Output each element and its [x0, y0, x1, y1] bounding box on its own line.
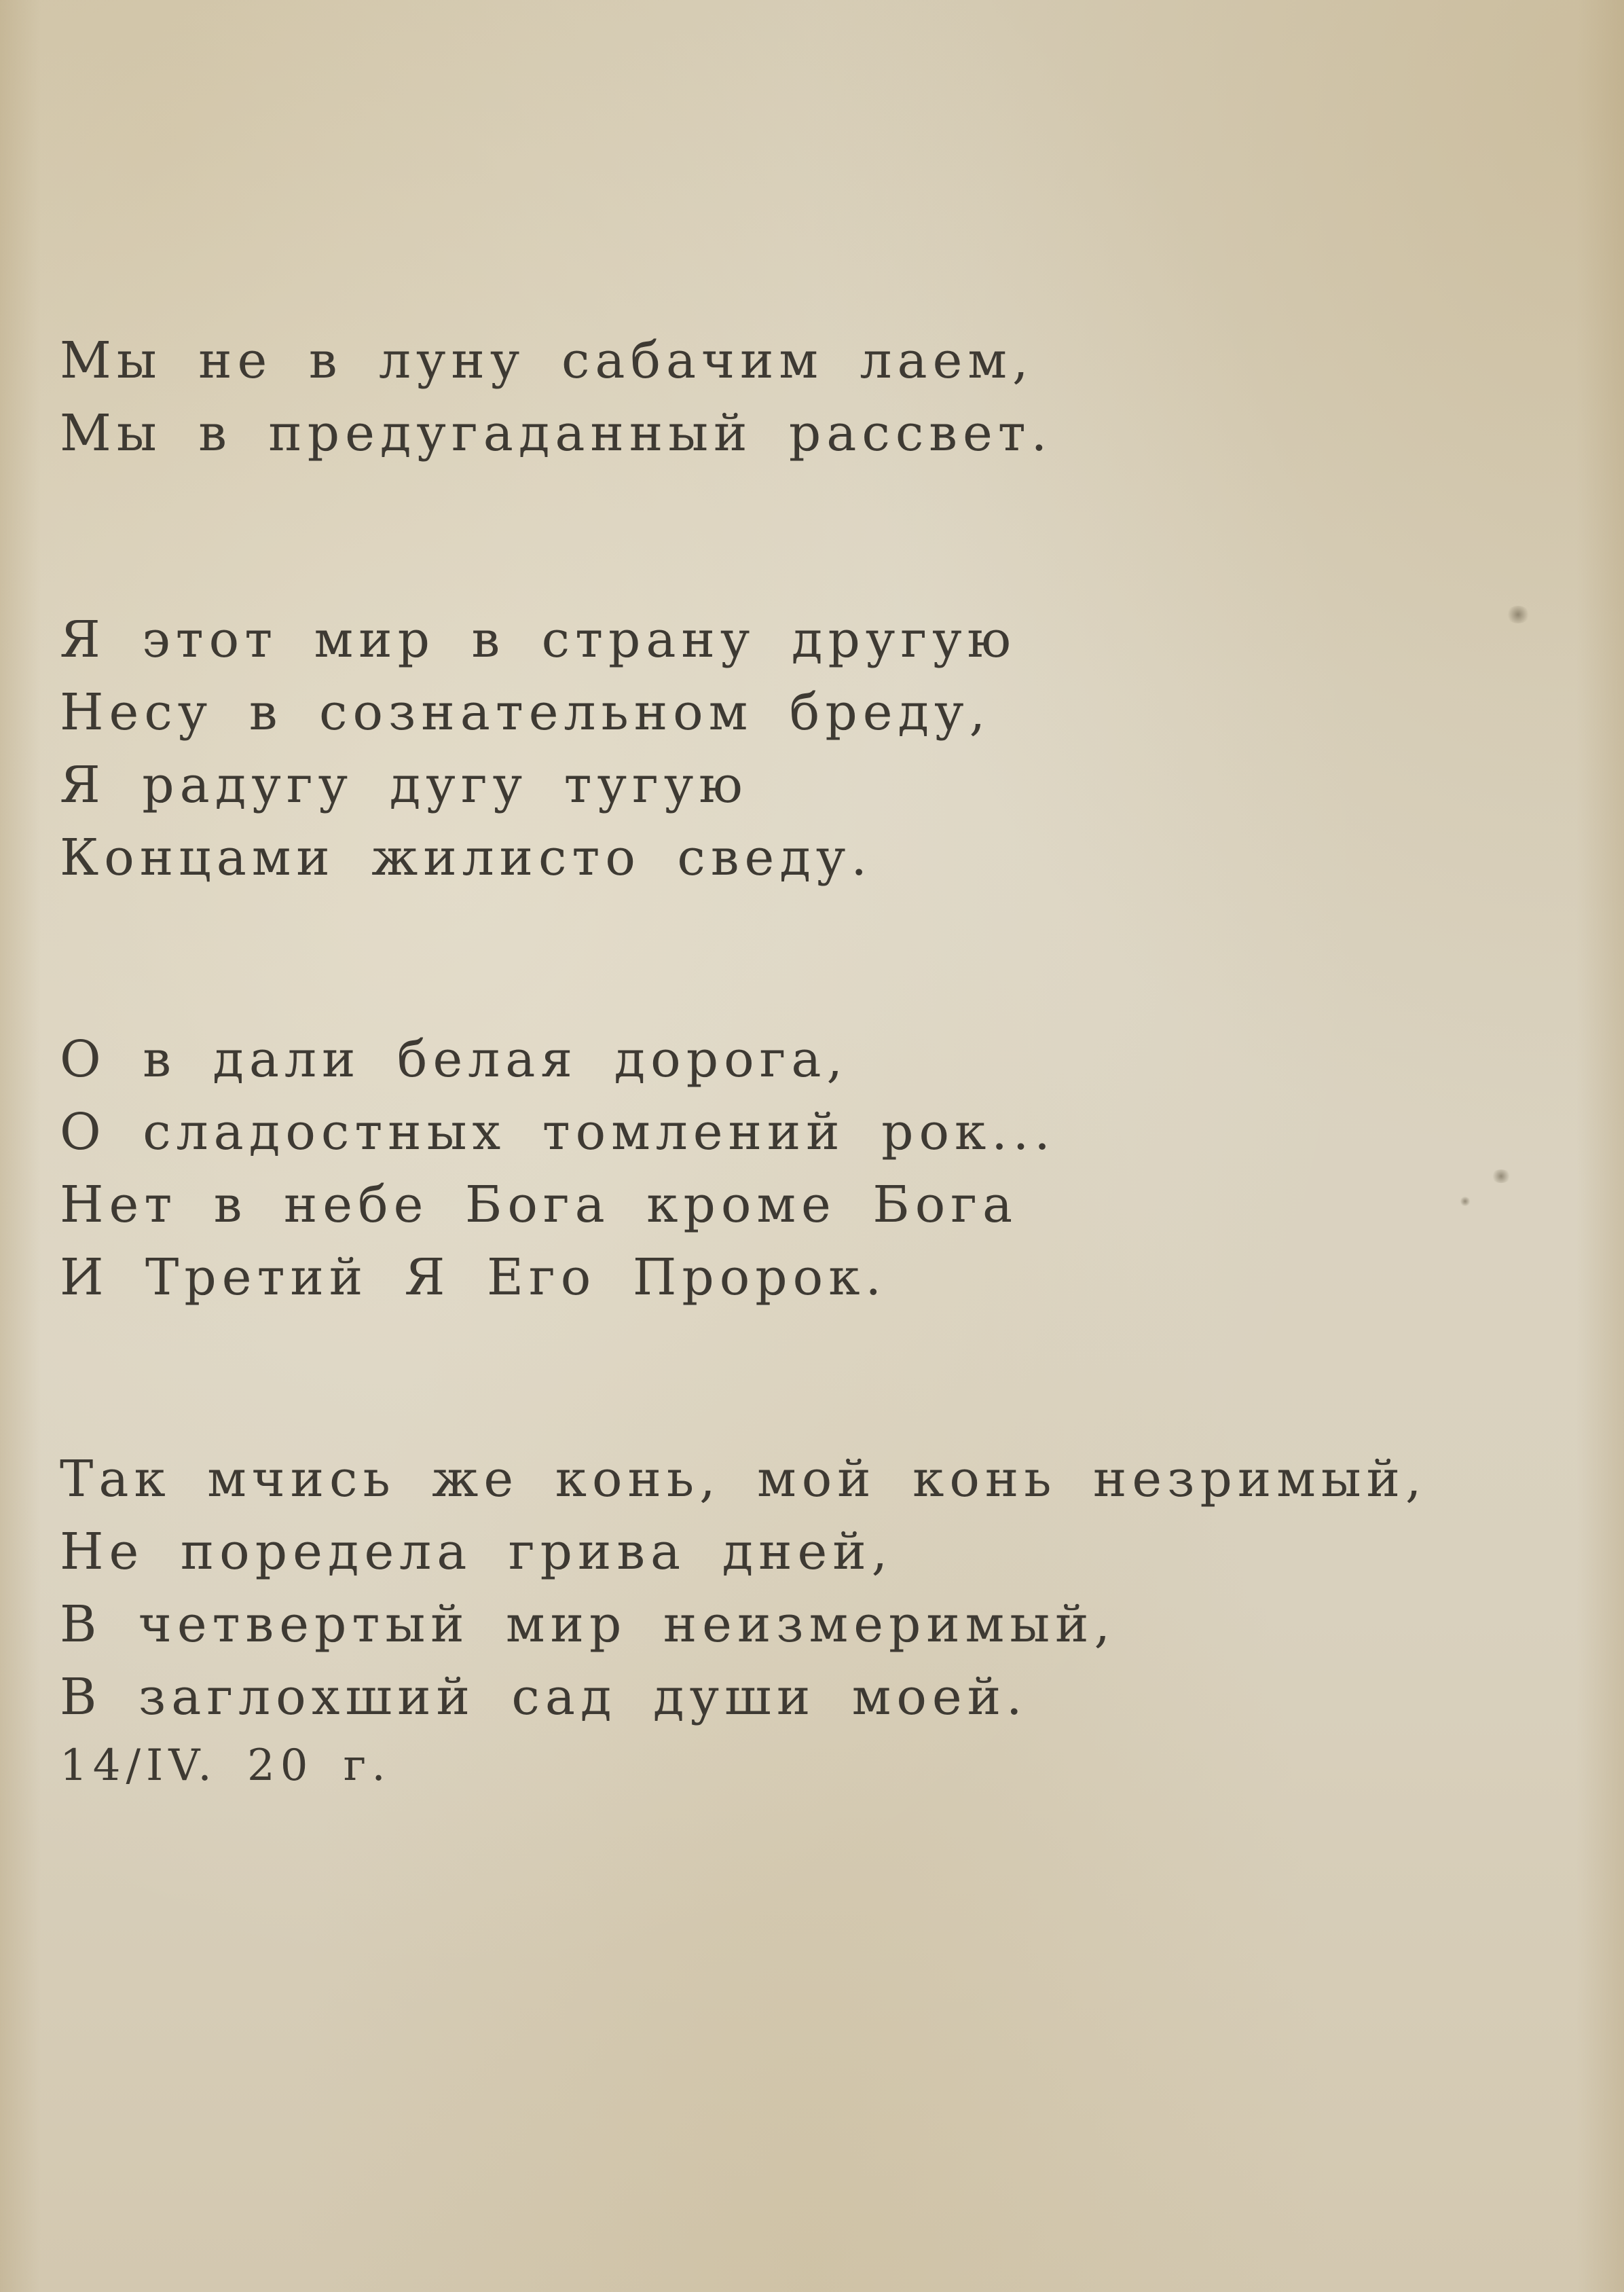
poem-date: 14/IV. 20 г.: [60, 1741, 391, 1791]
stanza-break: [60, 894, 1485, 1023]
poem-line: Не поредела грива дней,: [60, 1523, 893, 1581]
ink-speck: [1506, 606, 1530, 623]
poem-line: Нет в небе Бога кроме Бога: [60, 1176, 1018, 1234]
poem-line: Мы в предугаданный рассвет.: [60, 404, 1053, 462]
poem-line: В заглохший сад души моей.: [60, 1668, 1028, 1726]
page-edge-shadow-right: [1576, 0, 1624, 2292]
poem-line: Я радугу дугу тугую: [60, 756, 748, 814]
poem-line: Я этот мир в страну другую: [60, 611, 1017, 669]
poem-line: И Третий Я Его Пророк.: [60, 1248, 887, 1307]
poem-line: Несу в сознательном бреду,: [60, 683, 991, 742]
poem-line: Мы не в луну сабачим лаем,: [60, 331, 1034, 390]
stanza-break: [60, 470, 1485, 604]
page-edge-shadow-left: [0, 0, 41, 2292]
ink-speck: [1491, 1169, 1511, 1183]
poem-line: О в дали белая дорога,: [60, 1030, 849, 1089]
stanza: [60, 1443, 1485, 1734]
poem: [60, 325, 1485, 1798]
poem-line: О сладостных томлений рок...: [60, 1103, 1056, 1161]
poem-line: Концами жилисто сведу.: [60, 829, 872, 887]
stanza: [60, 604, 1485, 894]
poem-line: В четвертый мир неизмеримый,: [60, 1595, 1115, 1654]
stanza: [60, 1023, 1485, 1314]
stanza-break: [60, 1314, 1485, 1443]
stanza: [60, 325, 1485, 470]
poem-line: Так мчись же конь, мой конь незримый,: [60, 1450, 1427, 1508]
